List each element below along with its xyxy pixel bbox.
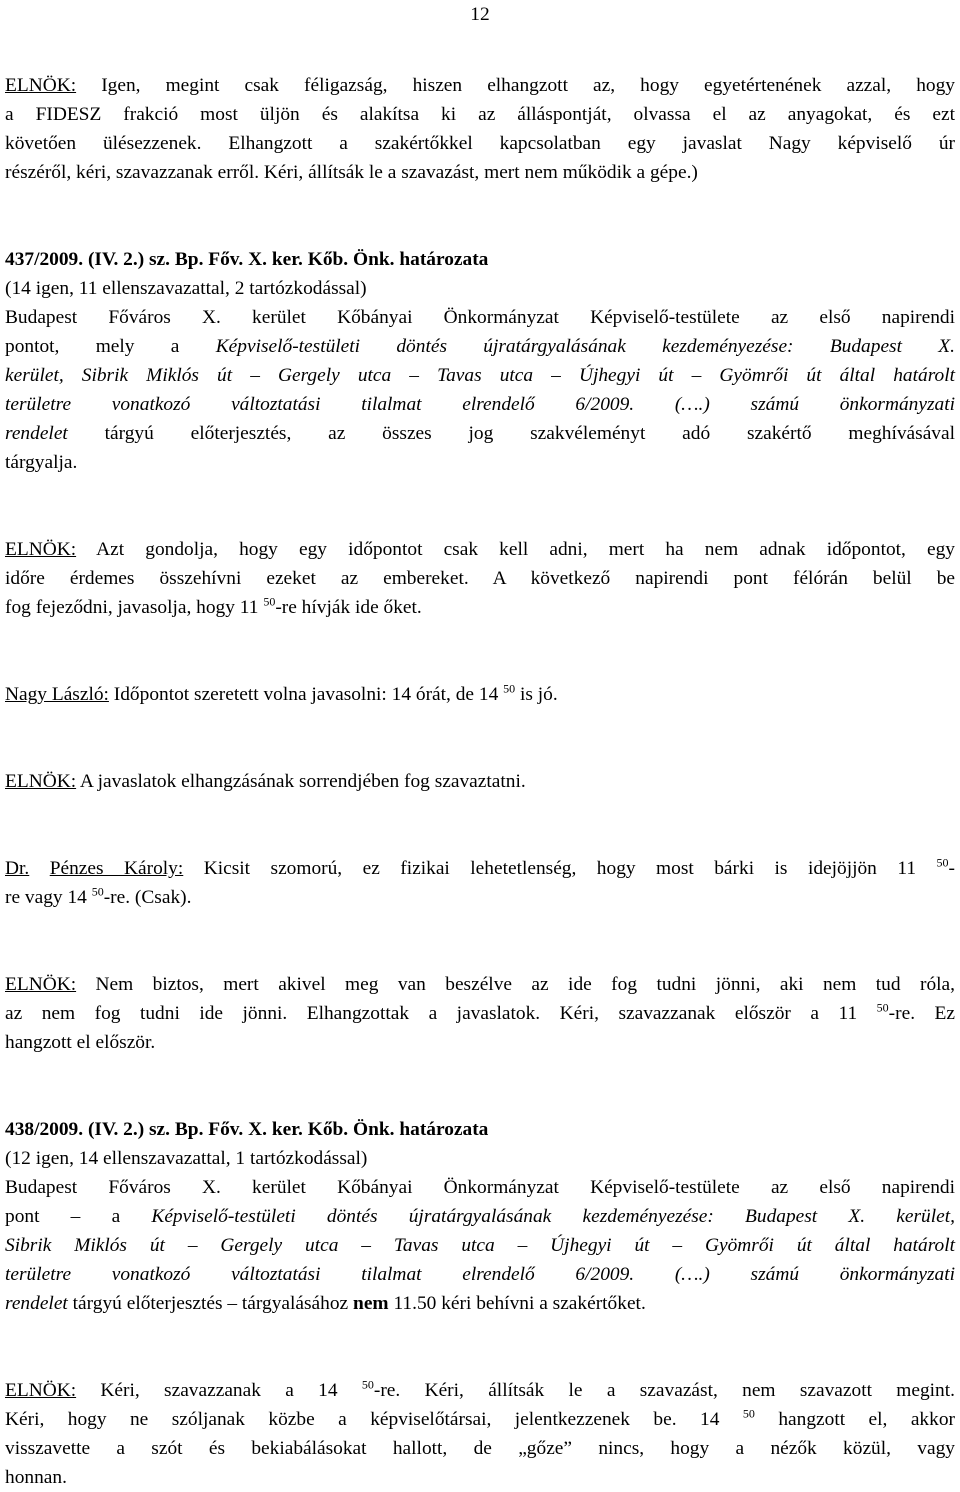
text-line: honnan. bbox=[5, 1467, 67, 1488]
chair-statement-4 bbox=[5, 970, 955, 1057]
speaker-label: ELNÖK: bbox=[5, 771, 77, 792]
text-line: pontot, mely a Képviselő-testületi döntés újratárgyalásának kezdeményezése: Budapest X. bbox=[5, 336, 955, 357]
text-line: időre érdemes összehívni ezeket az embereket. A következő napirendi pont félórán belül be bbox=[5, 568, 955, 589]
text-line: Kéri, hogy ne szóljanak közbe a képviselőtársai, jelentkezzenek be. 14 $^{50}$ hangzott el, akkor bbox=[5, 1406, 955, 1430]
text-line: Nagy László: Időpontot szeretett volna javasolni: 14 órát, de 14 $^{50}$ is jó. bbox=[5, 681, 558, 705]
text-line: Budapest Főváros X. kerület Kőbányai Önkormányzat Képviselő-testülete az első napirendi bbox=[5, 1177, 955, 1198]
speaker-label: ELNÖK: bbox=[5, 75, 77, 96]
chair-statement-1 bbox=[5, 71, 955, 187]
text-line: re vagy 14 $^{50}$-re. (Csak). bbox=[5, 884, 192, 908]
speaker-label: Pénzes Károly: bbox=[49, 858, 184, 879]
resolution-437 bbox=[5, 245, 955, 477]
resolution-438 bbox=[5, 1115, 955, 1318]
speaker-statement-nagy bbox=[5, 680, 955, 709]
vote-result: (14 igen, 11 ellenszavazattal, 2 tartózkodással) bbox=[5, 278, 367, 299]
text-line: Dr. Pénzes Károly: Kicsit szomorú, ez fizikai lehetetlenség, hogy most bárki is idejöjjön 11 $^{50}$- bbox=[5, 855, 955, 879]
text-line: területre vonatkozó változtatási tilalmat elrendelő 6/2009. (….) számú önkormányzati bbox=[5, 1264, 955, 1285]
page-number: 12 bbox=[470, 4, 490, 25]
resolution-title: 437/2009. (IV. 2.) sz. Bp. Főv. X. ker. Kőb. Önk. határozata bbox=[5, 249, 489, 270]
text-line: ELNÖK: A javaslatok elhangzásának sorrendjében fog szavaztatni. bbox=[5, 771, 526, 792]
document-body bbox=[5, 71, 955, 1492]
chair-statement-2 bbox=[5, 535, 955, 622]
text-line: követően ülésezzenek. Elhangzott a szakértőkkel kapcsolatban egy javaslat Nagy képviselő úr bbox=[5, 133, 955, 154]
text-line: ELNÖK: Azt gondolja, hogy egy időpontot csak kell adni, mert ha nem adnak időpontot, egy bbox=[5, 539, 956, 560]
text-line: tárgyalja. bbox=[5, 452, 78, 473]
text-line: hangzott el először. bbox=[5, 1032, 156, 1053]
speaker-title: Dr. bbox=[5, 858, 30, 879]
text-line: az nem fog tudni ide jönni. Elhangzottak a javaslatok. Kéri, szavazzanak először a 11 $^{50}$-re. Ez bbox=[5, 1000, 956, 1024]
text-line: területre vonatkozó változtatási tilalmat elrendelő 6/2009. (….) számú önkormányzati bbox=[5, 394, 955, 415]
text-line: fog fejeződni, javasolja, hogy 11 $^{50}$-re hívják ide őket. bbox=[5, 594, 422, 618]
text-line: kerület, Sibrik Miklós út – Gergely utca – Tavas utca – Újhegyi út – Gyömrői út által határolt bbox=[5, 365, 955, 386]
speaker-label: Nagy László: bbox=[5, 684, 109, 705]
text-line: rendelet tárgyú előterjesztés – tárgyalásához nem 11.50 kéri behívni a szakértőket. bbox=[5, 1293, 646, 1314]
text-line: ELNÖK: Kéri, szavazzanak a 14 $^{50}$-re. Kéri, állítsák le a szavazást, nem szavazott megint. bbox=[5, 1377, 955, 1401]
text-line: részéről, kéri, szavazzanak erről. Kéri, állítsák le a szavazást, mert nem működik a gépe.) bbox=[5, 162, 698, 183]
chair-statement-3 bbox=[5, 767, 955, 796]
speaker-statement-penzes bbox=[5, 854, 955, 912]
text-line: Budapest Főváros X. kerület Kőbányai Önkormányzat Képviselő-testülete az első napirendi bbox=[5, 307, 955, 328]
speaker-label: ELNÖK: bbox=[5, 974, 77, 995]
resolution-title: 438/2009. (IV. 2.) sz. Bp. Főv. X. ker. Kőb. Önk. határozata bbox=[5, 1119, 489, 1140]
speaker-label: ELNÖK: bbox=[5, 1380, 77, 1401]
text-line: rendelet tárgyú előterjesztés, az összes jog szakvéleményt adó szakértő meghívásával bbox=[5, 423, 955, 444]
text-line: pont – a Képviselő-testületi döntés újratárgyalásának kezdeményezése: Budapest X. kerület, bbox=[5, 1206, 955, 1227]
text-line: Sibrik Miklós út – Gergely utca – Tavas utca – Újhegyi út – Gyömrői út által határolt bbox=[5, 1235, 955, 1256]
chair-statement-5 bbox=[5, 1376, 955, 1492]
text-line: ELNÖK: Nem biztos, mert akivel meg van beszélve az ide fog tudni jönni, aki nem tud róla, bbox=[5, 974, 955, 995]
text-line: a FIDESZ frakció most üljön és alakítsa ki az álláspontját, olvassa el az anyagokat, és ezt bbox=[5, 104, 955, 125]
speaker-label: ELNÖK: bbox=[5, 539, 77, 560]
text-line: visszavette a szót és bekiabálásokat hallott, de „gőze” nincs, hogy a nézők közül, vagy bbox=[5, 1438, 955, 1459]
text-line: ELNÖK: Igen, megint csak féligazság, hiszen elhangzott az, hogy egyetértenének azzal, hogy bbox=[5, 75, 955, 96]
vote-result: (12 igen, 14 ellenszavazattal, 1 tartózkodással) bbox=[5, 1148, 368, 1169]
